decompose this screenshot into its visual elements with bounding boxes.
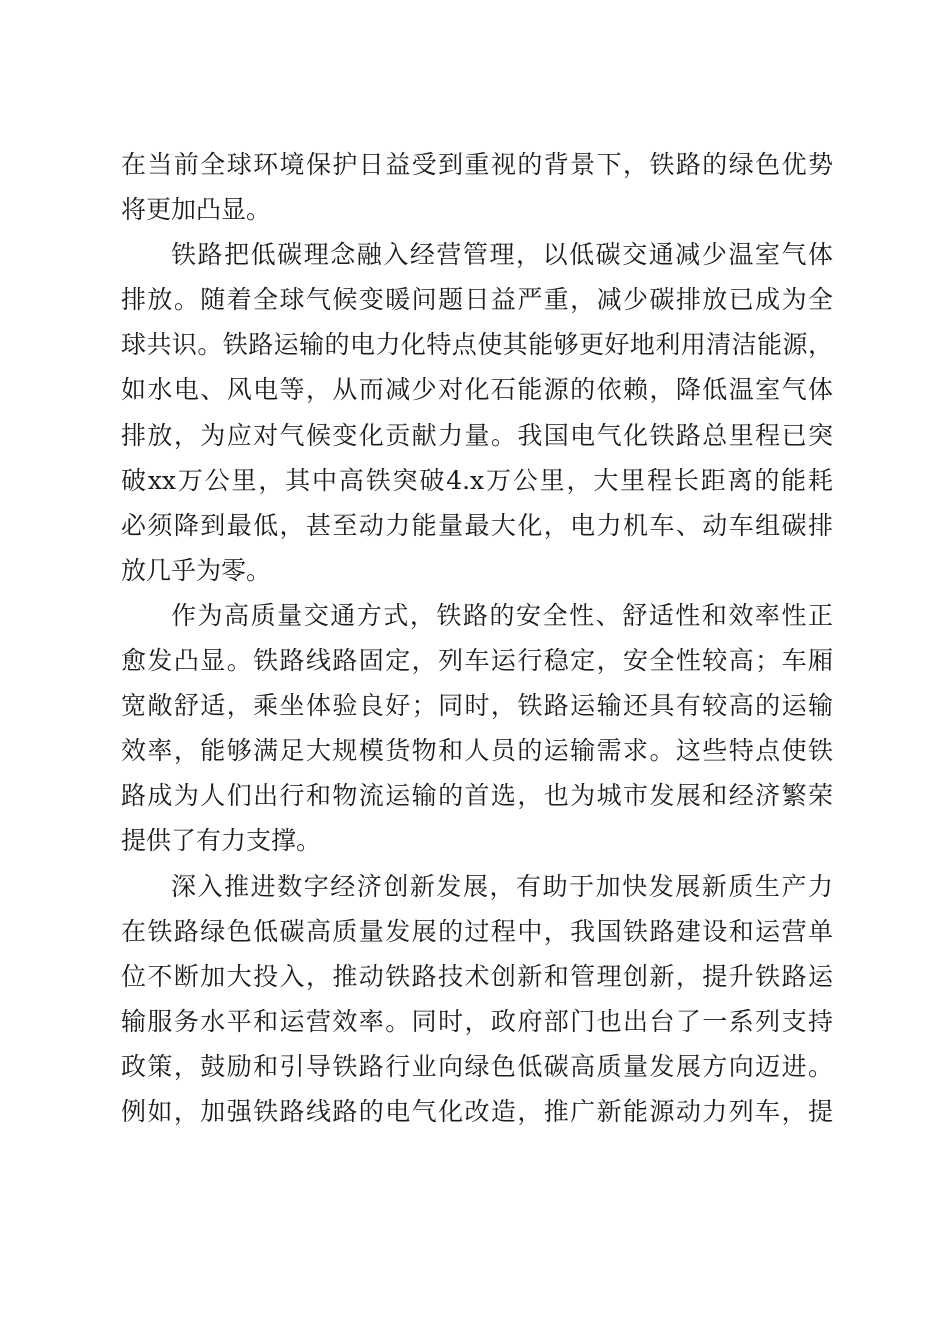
text-line: 效率，能够满足大规模货物和人员的运输需求。这些特点使铁 <box>121 736 833 766</box>
text-line: 铁路把低碳理念融入经营管理，以低碳交通减少温室气体 <box>171 240 833 270</box>
text-line: 例如，加强铁路线路的电气化改造，推广新能源动力列车，提 <box>121 1096 833 1126</box>
text-line: 排放，为应对气候变化贡献力量。我国电气化铁路总里程已突 <box>121 420 833 450</box>
paragraph-1 <box>121 142 833 232</box>
text-line: 如水电、风电等，从而减少对化石能源的依赖，降低温室气体 <box>121 375 833 405</box>
paragraph-3 <box>121 593 833 864</box>
text-line: 在当前全球环境保护日益受到重视的背景下，铁路的绿色优势 <box>121 150 833 179</box>
text-line: 破xx万公里，其中高铁突破4.x万公里，大里程长距离的能耗 <box>121 465 833 495</box>
paragraph-2 <box>121 232 833 593</box>
text-line: 宽敞舒适，乘坐体验良好；同时，铁路运输还具有较高的运输 <box>121 691 833 721</box>
text-line: 政策，鼓励和引导铁路行业向绿色低碳高质量发展方向迈进。 <box>121 1051 833 1081</box>
text-line: 在铁路绿色低碳高质量发展的过程中，我国铁路建设和运营单 <box>121 916 833 946</box>
text-line: 必须降到最低，甚至动力能量最大化，电力机车、动车组碳排 <box>121 510 833 540</box>
text-line: 放几乎为零。 <box>121 555 272 585</box>
text-line: 愈发凸显。铁路线路固定，列车运行稳定，安全性较高；车厢 <box>121 646 833 676</box>
text-line: 深入推进数字经济创新发展，有助于加快发展新质生产力 <box>171 871 833 901</box>
text-line: 输服务水平和运营效率。同时，政府部门也出台了一系列支持 <box>121 1006 833 1036</box>
text-line: 位不断加大投入，推动铁路技术创新和管理创新，提升铁路运 <box>121 961 833 991</box>
text-line: 将更加凸显。 <box>121 195 272 225</box>
text-line: 作为高质量交通方式，铁路的安全性、舒适性和效率性正 <box>171 600 833 630</box>
text-line: 球共识。铁路运输的电力化特点使其能够更好地利用清洁能源， <box>121 330 833 360</box>
text-line: 提供了有力支撑。 <box>121 826 322 856</box>
text-line: 路成为人们出行和物流运输的首选，也为城市发展和经济繁荣 <box>121 781 833 811</box>
paragraph-4 <box>121 864 833 1135</box>
document-body <box>121 142 833 1134</box>
text-line: 排放。随着全球气候变暖问题日益严重，减少碳排放已成为全 <box>121 285 833 315</box>
